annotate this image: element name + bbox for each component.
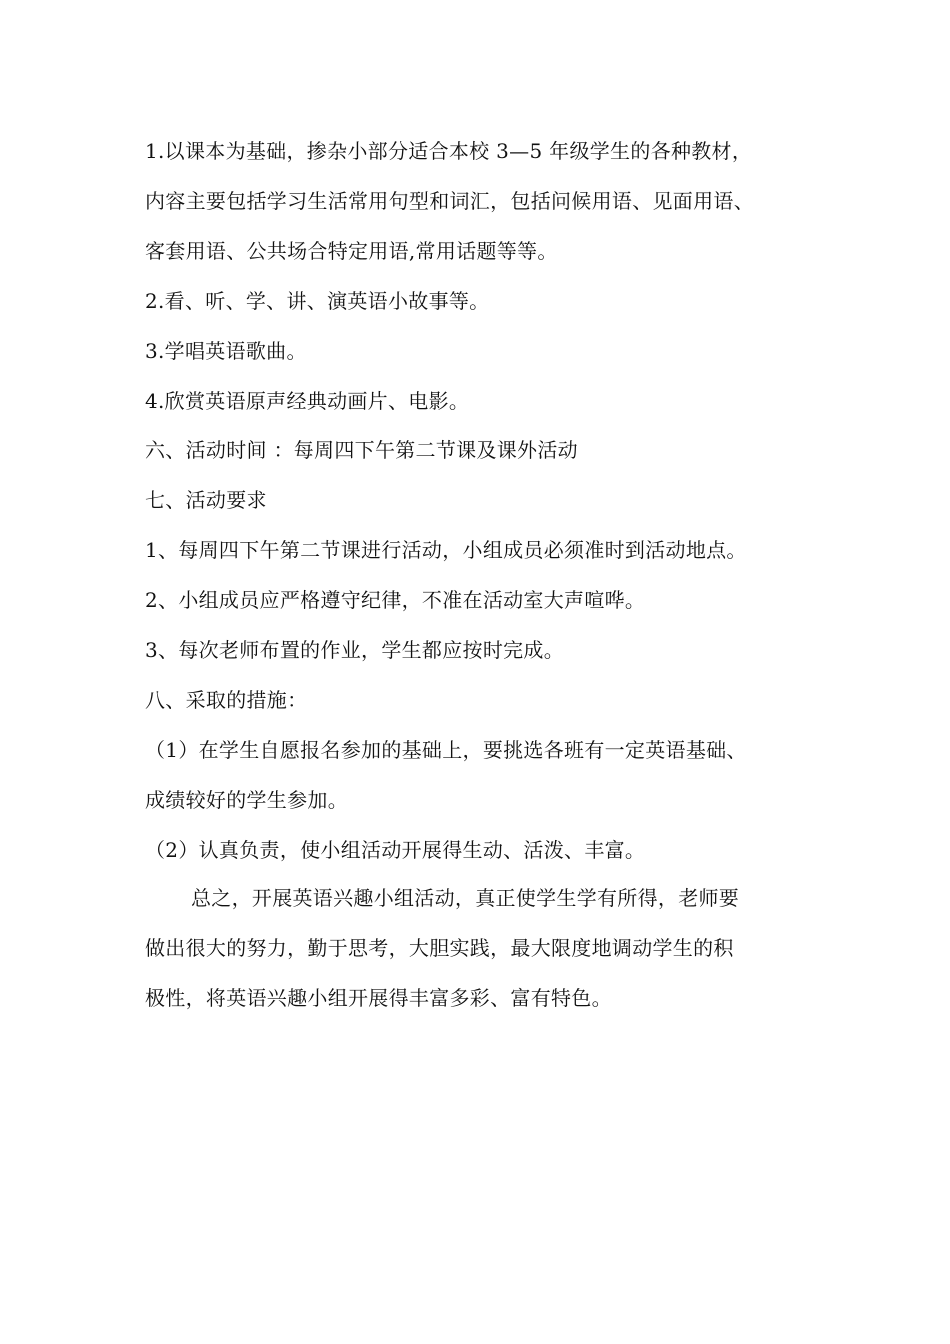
content-item-1-line-1: 1.以课本为基础，掺杂小部分适合本校 3—5 年级学生的各种教材， [145,139,753,163]
section-heading-activity-time: 六、活动时间 ：每周四下午第二节课及课外活动 [145,438,578,462]
section-heading-requirements: 七、活动要求 [145,488,267,512]
content-item-2: 2.看、听、学、讲、演英语小故事等。 [145,289,490,313]
requirement-item-3: 3、每次老师布置的作业，学生都应按时完成。 [145,638,565,662]
measure-item-2: （2）认真负责，使小组活动开展得生动、活泼、丰富。 [145,838,646,862]
summary-line-3: 极性，将英语兴趣小组开展得丰富多彩、富有特色。 [145,986,612,1010]
measure-item-1-line-2: 成绩较好的学生参加。 [145,788,348,812]
content-item-4: 4.欣赏英语原声经典动画片、电影。 [145,389,470,413]
content-item-1-line-2: 内容主要包括学习生活常用句型和词汇，包括问候用语、见面用语、 [145,189,754,213]
summary-line-1: 总之，开展英语兴趣小组活动，真正使学生学有所得，老师要 [191,886,740,910]
content-item-3: 3.学唱英语歌曲。 [145,339,307,363]
requirement-item-1: 1、每周四下午第二节课进行活动，小组成员必须准时到活动地点。 [145,538,747,562]
measure-item-1-line-1: （1）在学生自愿报名参加的基础上，要挑选各班有一定英语基础、 [145,738,747,762]
summary-line-2: 做出很大的努力，勤于思考，大胆实践，最大限度地调动学生的积 [145,936,734,960]
content-item-1-line-3: 客套用语、公共场合特定用语,常用话题等等。 [145,239,558,263]
requirement-item-2: 2、小组成员应严格遵守纪律，不准在活动室大声喧哗。 [145,588,646,612]
section-heading-measures: 八、采取的措施： [145,688,308,712]
